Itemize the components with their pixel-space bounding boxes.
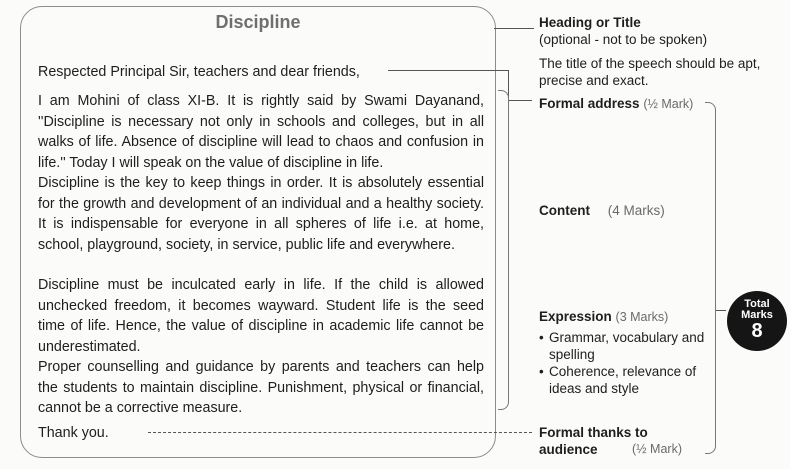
content-annotation: [539, 202, 665, 219]
speech-paragraph-1: I am Mohini of class XI-B. It is rightly said by Swami Dayanand, ''Discipline is necessary not only in schools and colleges, but in all walks of life. Absence of discipline will lead to chaos and confusion in life.'' Today I will speak on the value of discipline in life.: [38, 93, 484, 171]
thank-you-line: Thank you.: [38, 425, 109, 441]
heading-label: Heading or Title: [539, 15, 641, 30]
thanks-connector: [148, 432, 532, 433]
expression-marks: (3 Marks): [615, 310, 669, 324]
speech-paragraph-3: Discipline must be inculcated early in life. If the child is allowed unchecked freedom, it becomes wayward. Student life is the seed time of life. Hence, the value of discipline in academic life cannot be underestimated.: [38, 277, 484, 355]
title-connector: [494, 28, 534, 29]
speech-paragraph-2: Discipline is the key to keep things in order. It is absolutely essential for the growth and development of an individual and a healthy society. It is indispensable for everyone in all spheres of life i.e. at home, school, playground, society, in service, public life and everywhere.: [38, 175, 484, 253]
total-marks-label: Total Marks: [741, 298, 773, 321]
total-marks-value: 8: [751, 320, 763, 342]
formal-address: Respected Principal Sir, teachers and dear friends,: [38, 64, 360, 80]
expression-points: [539, 329, 719, 397]
expression-annotation: [539, 308, 719, 397]
address-connector: [388, 70, 508, 71]
heading-annotation: [539, 14, 707, 48]
address-marks: (½ Mark): [643, 97, 694, 111]
expression-point: • Grammar, vocabulary and spelling: [539, 329, 719, 363]
content-marks: (4 Marks): [607, 203, 665, 218]
thanks-marks: (½ Mark): [632, 442, 682, 456]
address-annotation: [539, 95, 693, 113]
thanks-label: Formal thanks to audience: [539, 425, 648, 457]
total-marks-badge: [727, 291, 787, 351]
heading-note: (optional - not to be spoken): [539, 32, 708, 47]
expression-label: Expression: [539, 309, 612, 324]
speech-paragraph-4: Proper counselling and guidance by parents and teachers can help the students to maintain discipline. Punishment, physical or financial, cannot be a corrective measure.: [38, 359, 484, 417]
speech-title: Discipline: [215, 12, 301, 32]
address-connector-end: [508, 100, 532, 101]
title-rule: The title of the speech should be apt, precise and exact.: [539, 56, 761, 88]
content-label: Content: [539, 203, 590, 218]
expression-point: • Coherence, relevance of ideas and style: [539, 363, 719, 397]
address-label: Formal address: [539, 96, 640, 111]
body-bracket: [498, 90, 509, 410]
marks-bracket: [705, 102, 716, 454]
